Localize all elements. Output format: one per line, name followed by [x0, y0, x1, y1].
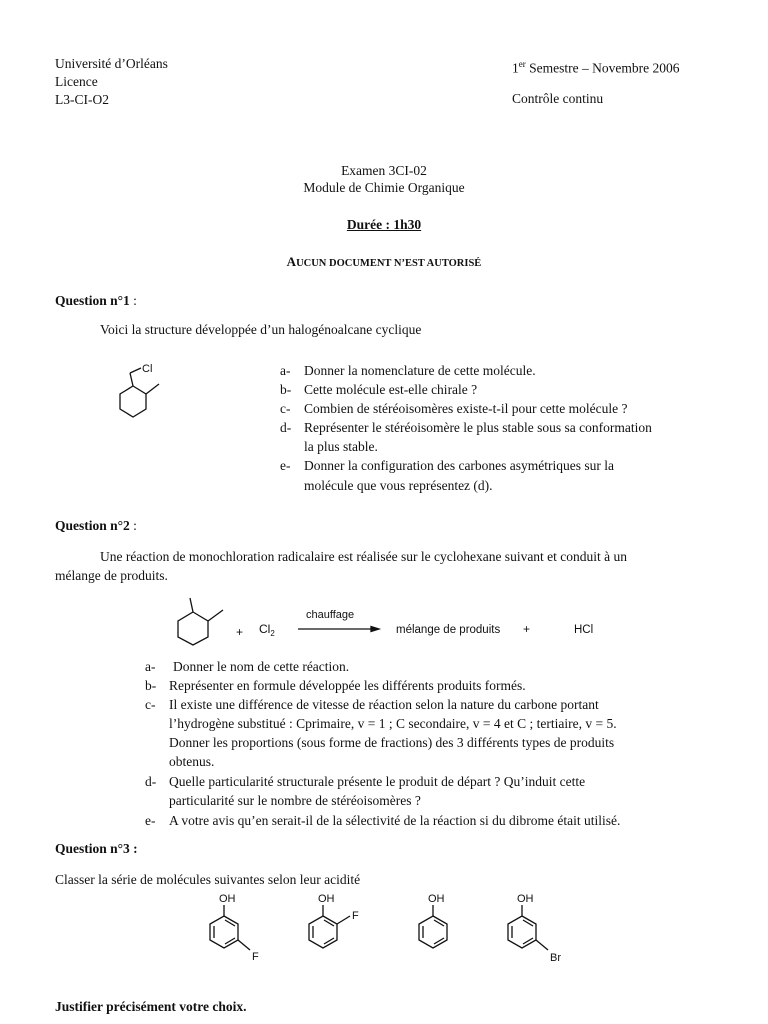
item-letter: b- — [145, 678, 157, 693]
item-letter: c- — [145, 697, 156, 712]
halogenoalkane-structure — [110, 360, 190, 440]
item-text: Combien de stéréoisomères existe-t-il pour cette molécule ? — [304, 401, 628, 416]
hydroxyl-label: OH — [219, 893, 236, 905]
reaction-condition: chauffage — [306, 609, 355, 621]
item-text: l’hydrogène substitué : Cprimaire, v = 1 ; C secondaire, v = 4 et C ; tertiaire, v = 5. — [169, 716, 617, 731]
item-letter: c- — [280, 401, 291, 416]
item-text: Quelle particularité structurale présente le produit de départ ? Qu’induit cette — [169, 774, 586, 789]
question-3-heading: Question n°3 : — [55, 841, 138, 856]
question-1-colon: : — [129, 293, 137, 308]
header-left — [55, 55, 168, 109]
item-text: Représenter le stéréoisomère le plus stable sous sa conformation — [304, 420, 652, 435]
hydroxyl-label: OH — [517, 893, 534, 905]
methyl-bond — [146, 384, 159, 394]
question-2-intro-line-2: mélange de produits. — [55, 568, 168, 583]
item-letter: e- — [145, 813, 156, 828]
substituent-bond — [337, 916, 350, 924]
course-code: L3-CI-O2 — [55, 92, 109, 107]
item-text: molécule que vous représentez (d). — [304, 478, 493, 493]
notice-text: UCUN DOCUMENT N’EST AUTORISÉ — [296, 258, 482, 269]
reaction-scheme — [170, 592, 610, 652]
university-name: Université d’Orléans — [55, 56, 168, 71]
module-title: Module de Chimie Organique — [303, 180, 465, 195]
bromine-label: Br — [550, 952, 561, 964]
item-text: Donner la configuration des carbones asymétriques sur la — [304, 458, 615, 473]
notice-initial: A — [286, 254, 297, 269]
molecule-phenol — [419, 893, 447, 948]
item-text: Cette molécule est-elle chirale ? — [304, 382, 478, 397]
molecule-3-bromophenol — [508, 893, 561, 964]
hydroxyl-label: OH — [428, 893, 445, 905]
hydroxyl-label: OH — [318, 893, 335, 905]
item-text: Donner les proportions (sous forme de fractions) des 3 différents types de produits — [169, 735, 615, 750]
substituent-bond — [536, 940, 548, 950]
cyclohexane-ring — [120, 386, 146, 417]
item-text: Représenter en formule développée les différents produits formés. — [169, 678, 526, 693]
semester-superscript: er — [518, 59, 526, 69]
item-text: A votre avis qu’en serait-il de la sélectivité de la réaction si du dibrome était utilisé. — [169, 813, 621, 828]
question-2-heading — [55, 517, 137, 535]
item-text: la plus stable. — [304, 439, 378, 454]
question-1-intro: Voici la structure développée d’un halogénoalcane cyclique — [100, 322, 422, 337]
hcl-byproduct: HCl — [574, 624, 594, 636]
question-3-conclusion: Justifier précisément votre choix. — [55, 999, 247, 1014]
methyl-bond-1 — [190, 598, 193, 612]
molecule-2-fluorophenol — [309, 893, 359, 948]
item-letter: d- — [280, 420, 292, 435]
fluorine-label: F — [252, 951, 259, 963]
item-text: Donner le nom de cette réaction. — [173, 659, 350, 674]
methyl-bond-2 — [208, 610, 223, 621]
item-letter: e- — [280, 458, 291, 473]
item-letter: a- — [145, 659, 156, 674]
degree-level: Licence — [55, 74, 98, 89]
chloromethyl-bond-1 — [130, 373, 133, 386]
control-type: Contrôle continu — [512, 91, 604, 106]
exam-title: Examen 3CI-02 — [341, 163, 427, 178]
semester-date — [512, 55, 679, 78]
chlorine-reagent: $Cl_2$ — [259, 622, 275, 638]
chloromethyl-bond-2 — [130, 368, 141, 373]
substituent-bond — [238, 940, 250, 950]
item-letter: a- — [280, 363, 291, 378]
plus-sign-1: + — [236, 625, 244, 639]
item-text: Donner la nomenclature de cette molécule. — [304, 363, 536, 378]
plus-sign-2: + — [523, 622, 531, 636]
item-letter: b- — [280, 382, 292, 397]
question-2-intro-line-1: Une réaction de monochloration radicalaire est réalisée sur le cyclohexane suivant et conduit à un — [100, 549, 628, 564]
exam-duration: Durée : 1h30 — [346, 217, 422, 232]
question-2-label: Question n°2 — [55, 518, 130, 533]
fluorine-label: F — [352, 910, 359, 922]
methylcyclohexane-ring — [178, 612, 208, 645]
phenol-molecules — [190, 888, 610, 968]
semester-number: 1 — [512, 60, 519, 76]
molecule-3-fluorophenol — [210, 893, 259, 963]
no-documents-notice — [0, 253, 768, 273]
reaction-product: mélange de produits — [396, 624, 501, 636]
question-1-heading — [55, 292, 137, 310]
arrow-head-icon — [371, 627, 379, 632]
question-2-colon: : — [129, 518, 137, 533]
semester-text: Semestre – Novembre 2006 — [525, 60, 680, 76]
item-text: Il existe une différence de vitesse de réaction selon la nature du carbone portant — [169, 697, 599, 712]
question-1-label: Question n°1 — [55, 293, 130, 308]
chlorine-label: Cl — [142, 363, 153, 375]
item-text: particularité sur le nombre de stéréoisomères ? — [169, 793, 421, 808]
question-3-intro: Classer la série de molécules suivantes selon leur acidité — [55, 872, 361, 887]
item-letter: d- — [145, 774, 157, 789]
item-text: obtenus. — [169, 754, 215, 769]
